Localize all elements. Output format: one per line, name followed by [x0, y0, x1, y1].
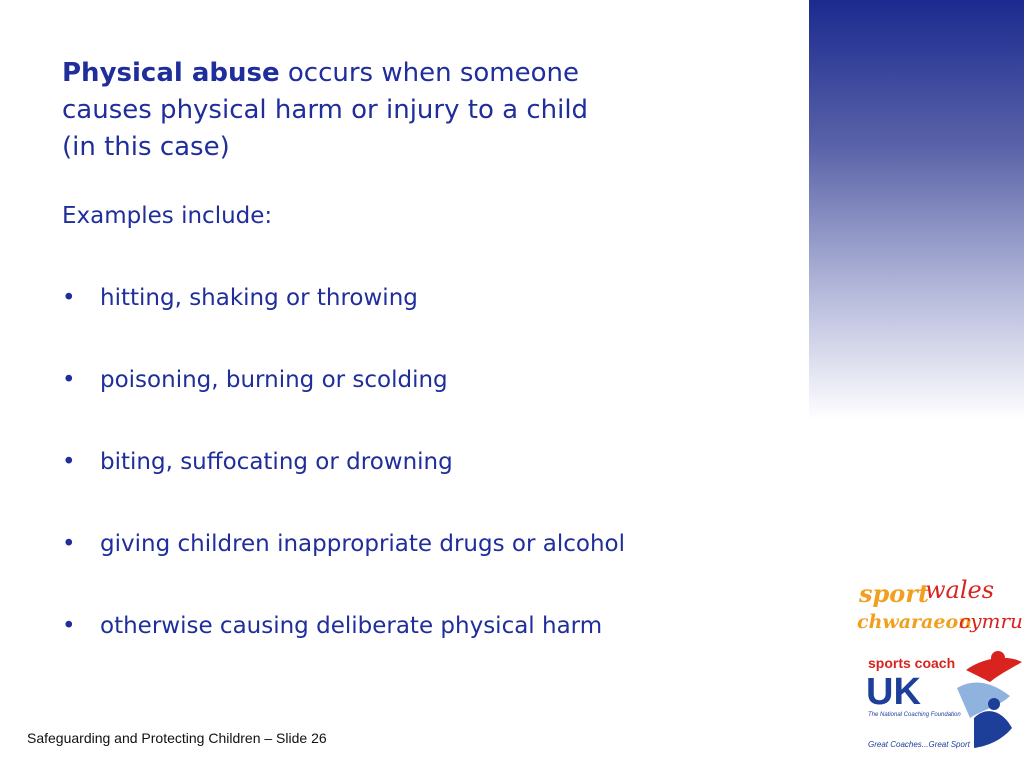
list-item-text: hitting, shaking or throwing: [100, 285, 418, 311]
list-item: [62, 367, 625, 449]
logo-figure-head-blue: [988, 698, 1000, 710]
slide-heading: [62, 55, 782, 166]
list-item: [62, 285, 625, 367]
logo-text-cymru: cymru: [959, 609, 1023, 633]
bullet-marker: •: [62, 613, 76, 639]
examples-intro: Examples include:: [62, 203, 273, 229]
logo-text-chwaraeon: chwaraeon: [857, 611, 972, 633]
heading-line-3: (in this case): [62, 132, 230, 162]
bullet-marker: •: [62, 367, 76, 393]
list-item-text: biting, suffocating or drowning: [100, 449, 453, 475]
logo-text-wales: wales: [925, 576, 995, 604]
heading-bold-term: Physical abuse: [62, 58, 280, 88]
logo-text-sport: sport: [859, 579, 930, 608]
heading-line-1: [62, 55, 782, 92]
bullet-marker: •: [62, 531, 76, 557]
logo-figure-blue: [974, 711, 1012, 748]
list-item: [62, 449, 625, 531]
sports-coach-uk-logo: [862, 648, 1024, 752]
bullet-marker: •: [62, 449, 76, 475]
list-item: [62, 613, 625, 695]
list-item-text: giving children inappropriate drugs or alcohol: [100, 531, 625, 557]
examples-list: [62, 285, 625, 695]
logo-text-uk: UK: [866, 671, 921, 713]
logo-text-sports-coach: sports coach: [868, 655, 956, 671]
bullet-marker: •: [62, 285, 76, 311]
logo-text-foundation: The National Coaching Foundation: [868, 712, 961, 718]
list-item-text: otherwise causing deliberate physical harm: [100, 613, 603, 639]
list-item-text: poisoning, burning or scolding: [100, 367, 448, 393]
logo-figure-head-red: [991, 651, 1005, 665]
sport-wales-logo: [855, 572, 1024, 644]
heading-line-2: causes physical harm or injury to a child: [62, 95, 589, 125]
slide-footer: Safeguarding and Protecting Children – Slide 26: [27, 730, 327, 746]
list-item: [62, 531, 625, 613]
decorative-gradient-bar: [809, 0, 1024, 420]
logo-text-tagline: Great Coaches...Great Sport: [868, 740, 970, 749]
heading-line-1-rest: occurs when someone: [279, 58, 579, 88]
